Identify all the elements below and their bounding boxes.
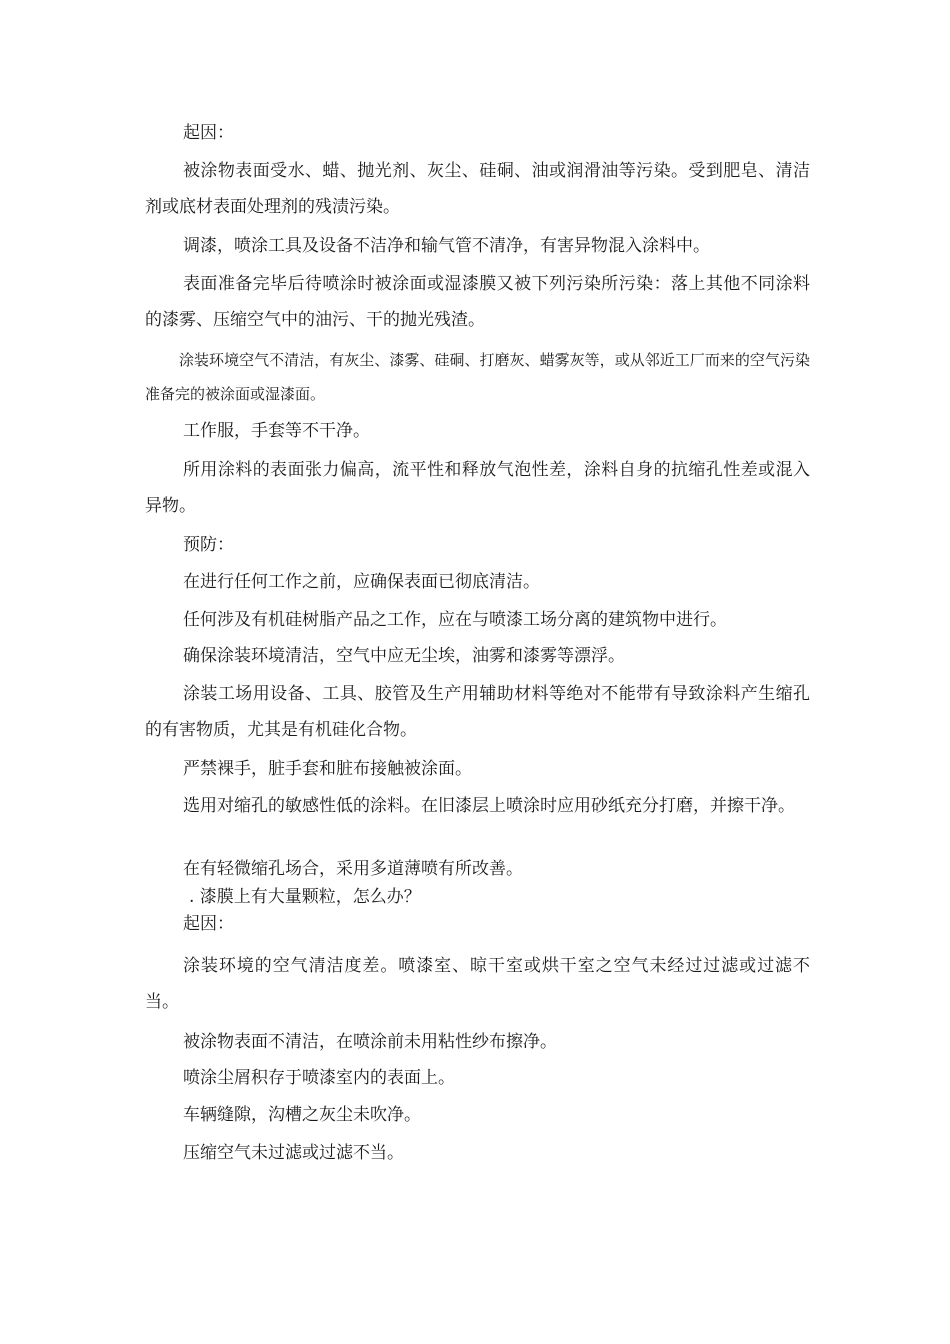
paragraph: 车辆缝隙，沟槽之灰尘未吹净。 xyxy=(183,1105,421,1125)
paragraph: 压缩空气未过滤或过滤不当。 xyxy=(183,1143,404,1163)
paragraph: 严禁裸手，脏手套和脏布接触被涂面。 xyxy=(183,759,472,779)
paragraph: 被涂物表面受水、蜡、抛光剂、灰尘、硅硐、油或润滑油等污染。受到肥皂、清洁剂或底材表面处理剂的残渍污染。 xyxy=(145,161,810,217)
section-heading-cause: 起因： xyxy=(183,123,234,143)
paragraph: 涂装工场用设备、工具、胶管及生产用辅助材料等绝对不能带有导致涂料产生缩孔的有害物质，尤其是有机硅化合物。 xyxy=(145,684,810,740)
section-heading-prevention: 预防： xyxy=(183,535,234,555)
paragraph: 确保涂装环境清洁，空气中应无尘埃，油雾和漆雾等漂浮。 xyxy=(183,646,625,666)
section-heading-cause: 起因： xyxy=(183,914,234,934)
question-heading: . 漆膜上有大量颗粒，怎么办？ xyxy=(189,887,421,907)
paragraph: 被涂物表面不清洁，在喷涂前未用粘性纱布擦净。 xyxy=(183,1032,557,1052)
paragraph: 调漆，喷涂工具及设备不洁净和输气管不清净，有害异物混入涂料中。 xyxy=(183,236,710,256)
paragraph: 喷涂尘屑积存于喷漆室内的表面上。 xyxy=(183,1068,455,1088)
paragraph: 在有轻微缩孔场合，采用多道薄喷有所改善。 xyxy=(183,859,523,879)
paragraph: 在进行任何工作之前，应确保表面已彻底清洁。 xyxy=(183,572,540,592)
paragraph: 选用对缩孔的敏感性低的涂料。在旧漆层上喷涂时应用砂纸充分打磨，并擦干净。 xyxy=(183,796,795,816)
paragraph: 工作服，手套等不干净。 xyxy=(183,421,370,441)
paragraph: 表面准备完毕后待喷涂时被涂面或湿漆膜又被下列污染所污染：落上其他不同涂料的漆雾、压缩空气中的油污、干的抛光残渣。 xyxy=(145,274,810,330)
paragraph: 所用涂料的表面张力偏高，流平性和释放气泡性差，涂料自身的抗缩孔性差或混入异物。 xyxy=(145,460,810,516)
paragraph: 任何涉及有机硅树脂产品之工作，应在与喷漆工场分离的建筑物中进行。 xyxy=(183,610,727,630)
paragraph: 涂装环境的空气清洁度差。喷漆室、晾干室或烘干室之空气未经过过滤或过滤不当。 xyxy=(145,956,810,1012)
paragraph: 涂装环境空气不清洁，有灰尘、漆雾、硅硐、打磨灰、蜡雾灰等，或从邻近工厂而来的空气污染准备完的被涂面或湿漆面。 xyxy=(145,351,810,403)
